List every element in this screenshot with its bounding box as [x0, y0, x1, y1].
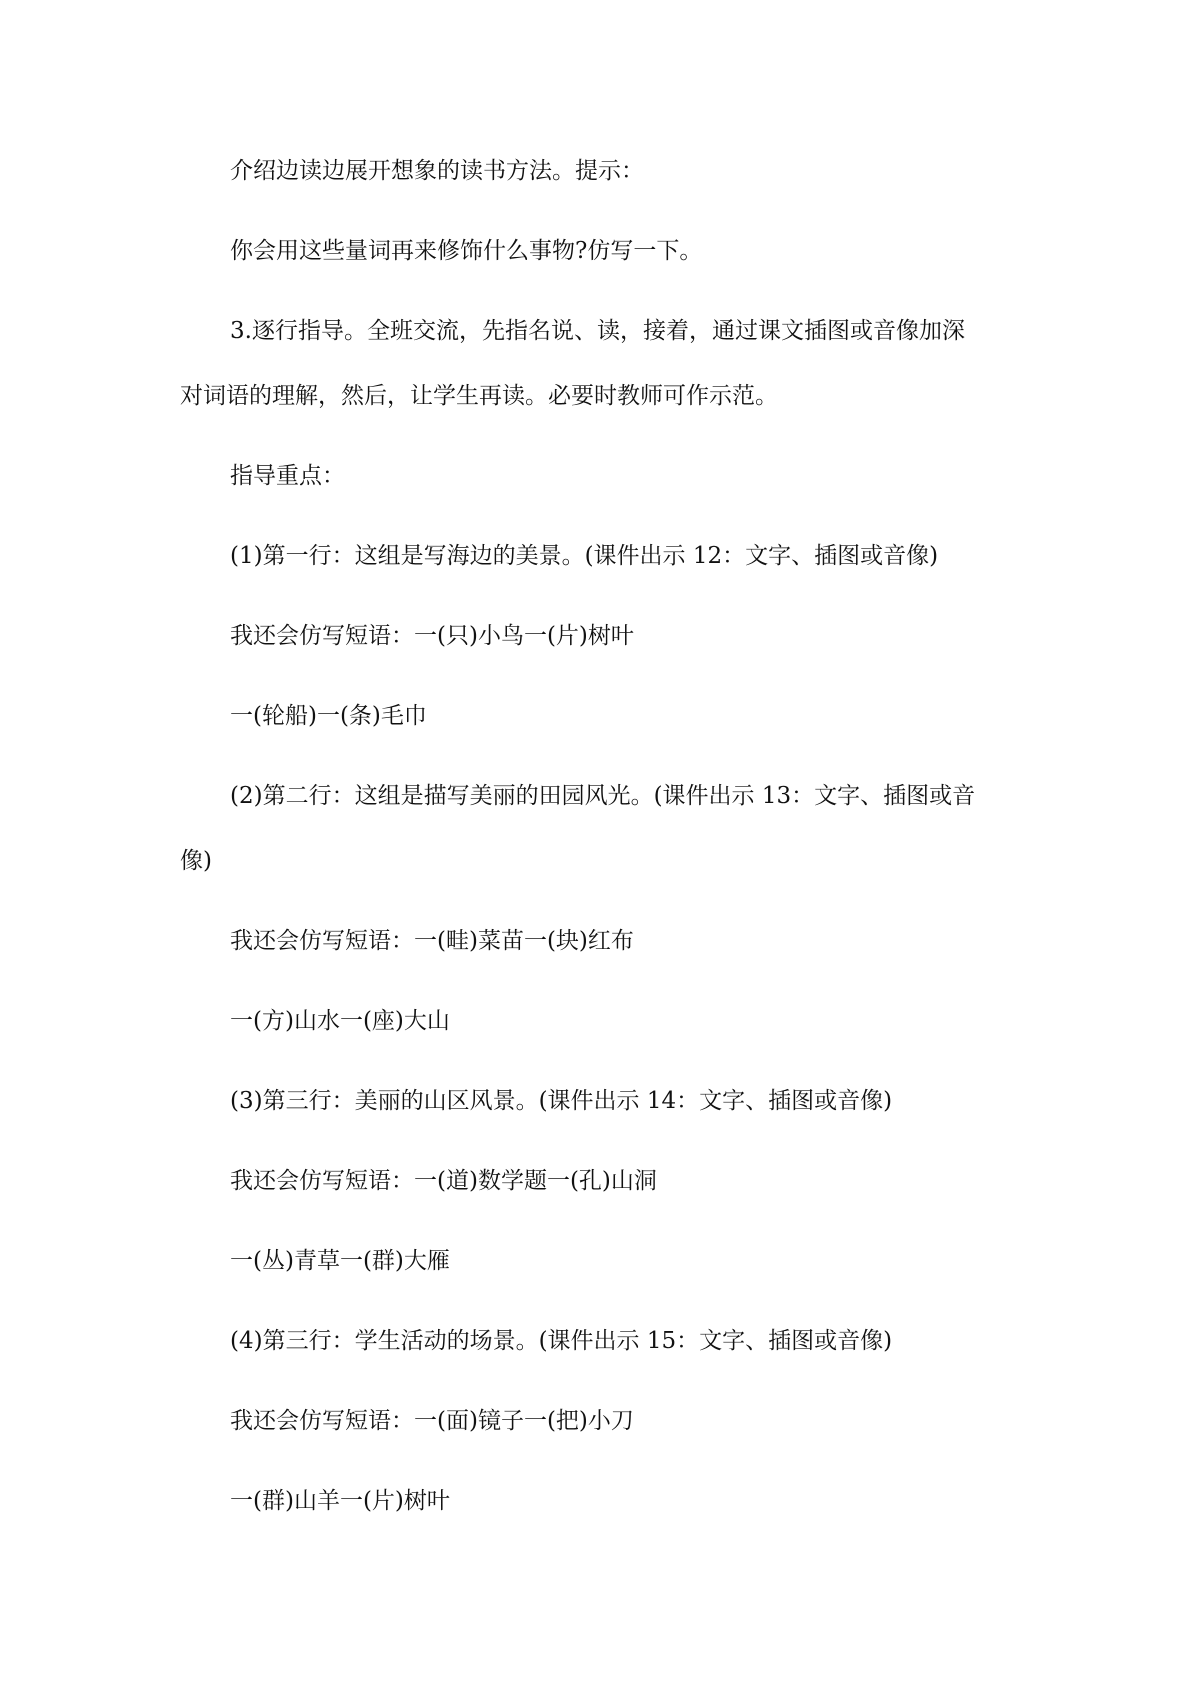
paragraph-line: (4)第三行：学生活动的场景。(课件出示 15：文字、插图或音像): [230, 1328, 893, 1354]
paragraph-line: 我还会仿写短语：一(畦)菜苗一(块)红布: [230, 928, 634, 954]
paragraph-line: 一(群)山羊一(片)树叶: [230, 1488, 450, 1514]
paragraph-line: 对词语的理解，然后，让学生再读。必要时教师可作示范。: [180, 383, 778, 409]
paragraph-line: 我还会仿写短语：一(面)镜子一(把)小刀: [230, 1408, 634, 1434]
paragraph-line: 一(轮船)一(条)毛巾: [230, 703, 427, 729]
paragraph-line: 指导重点：: [230, 463, 345, 489]
paragraph-line: 我还会仿写短语：一(只)小鸟一(片)树叶: [230, 623, 634, 649]
paragraph-line: 像): [180, 848, 212, 874]
paragraph-line: 我还会仿写短语：一(道)数学题一(孔)山洞: [230, 1168, 657, 1194]
paragraph-line: (3)第三行：美丽的山区风景。(课件出示 14：文字、插图或音像): [230, 1088, 893, 1114]
paragraph-line: 一(方)山水一(座)大山: [230, 1008, 450, 1034]
paragraph-line: 你会用这些量词再来修饰什么事物?仿写一下。: [230, 238, 703, 264]
paragraph-line: (2)第二行：这组是描写美丽的田园风光。(课件出示 13：文字、插图或音: [230, 783, 976, 809]
paragraph-line: (1)第一行：这组是写海边的美景。(课件出示 12：文字、插图或音像): [230, 543, 939, 569]
paragraph-line: 一(丛)青草一(群)大雁: [230, 1248, 450, 1274]
paragraph-line: 介绍边读边展开想象的读书方法。提示：: [230, 158, 644, 184]
paragraph-line: 3.逐行指导。全班交流，先指名说、读，接着，通过课文插图或音像加深: [230, 318, 965, 344]
